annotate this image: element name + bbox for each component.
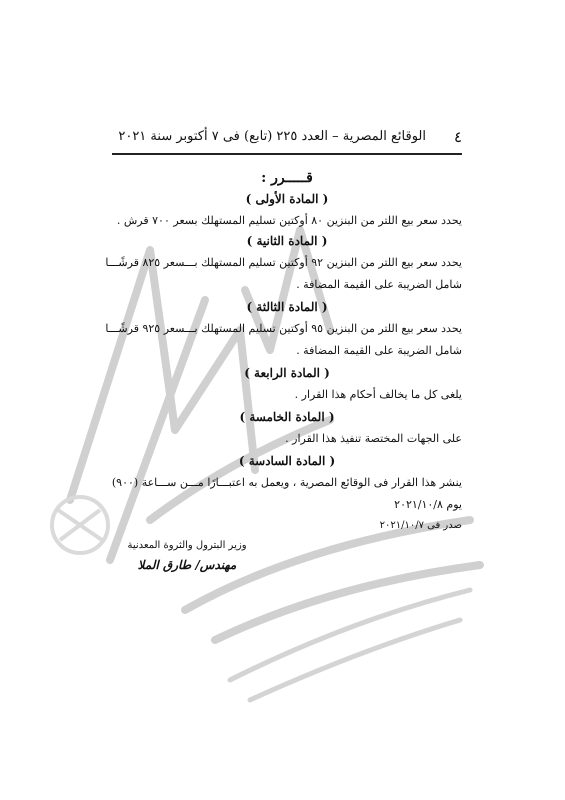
header-rule	[112, 153, 462, 155]
signatory-position: وزير البترول والثروة المعدنية	[127, 540, 247, 551]
article-4-heading: ( المادة الرابعة )	[244, 366, 330, 380]
issue-date: صدر فى ٢٠٢١/١٠/٧	[379, 520, 462, 531]
article-5-text-line-1: على الجهات المختصة تنفيذ هذا القرار .	[285, 432, 462, 445]
article-1-text-line-1: يحدد سعر بيع اللتر من البنزين ٨٠ أوكتين تسليم المستهلك بسعر ٧٠٠ قرش .	[116, 214, 462, 227]
article-2-text-line-1: يحدد سعر بيع اللتر من البنزين ٩٢ أوكتين تسليم المستهلك بـــسعر ٨٢٥ قرشًـــا	[105, 256, 462, 269]
page-header	[112, 124, 462, 150]
article-3-text-line-2: شامل الضريبة على القيمة المضافة .	[296, 344, 462, 357]
article-2-heading: ( المادة الثانية )	[246, 234, 328, 248]
article-6-text-line-2: يوم ٢٠٢١/١٠/٨	[394, 498, 462, 511]
article-6-heading: ( المادة السادسة )	[238, 454, 336, 468]
article-3-heading: ( المادة الثالثة )	[246, 300, 328, 314]
decision-title: قـــــرر :	[261, 170, 313, 186]
page-number: ٤	[453, 128, 462, 146]
article-3-text-line-1: يحدد سعر بيع اللتر من البنزين ٩٥ أوكتين تسليم المستهلك بـــسعر ٩٢٥ قرشًـــا	[105, 322, 462, 335]
article-2-text-line-2: شامل الضريبة على القيمة المضافة .	[296, 278, 462, 291]
gazette-title: الوقائع المصرية – العدد ٢٢٥ (تابع) فى ٧ أكتوبر سنة ٢٠٢١	[118, 129, 426, 144]
signatory-name: مهندس/ طارق الملا	[137, 558, 237, 572]
article-6-text-line-1: ينشر هذا القرار فى الوقائع المصرية ، ويعمل به اعتبـــارًا مـــن ســـاعة (٩٠٠)	[111, 476, 462, 489]
article-1-heading: ( المادة الأولى )	[245, 192, 329, 206]
article-5-heading: ( المادة الخامسة )	[239, 410, 335, 424]
article-4-text-line-1: يلغى كل ما يخالف أحكام هذا القرار .	[294, 388, 462, 401]
